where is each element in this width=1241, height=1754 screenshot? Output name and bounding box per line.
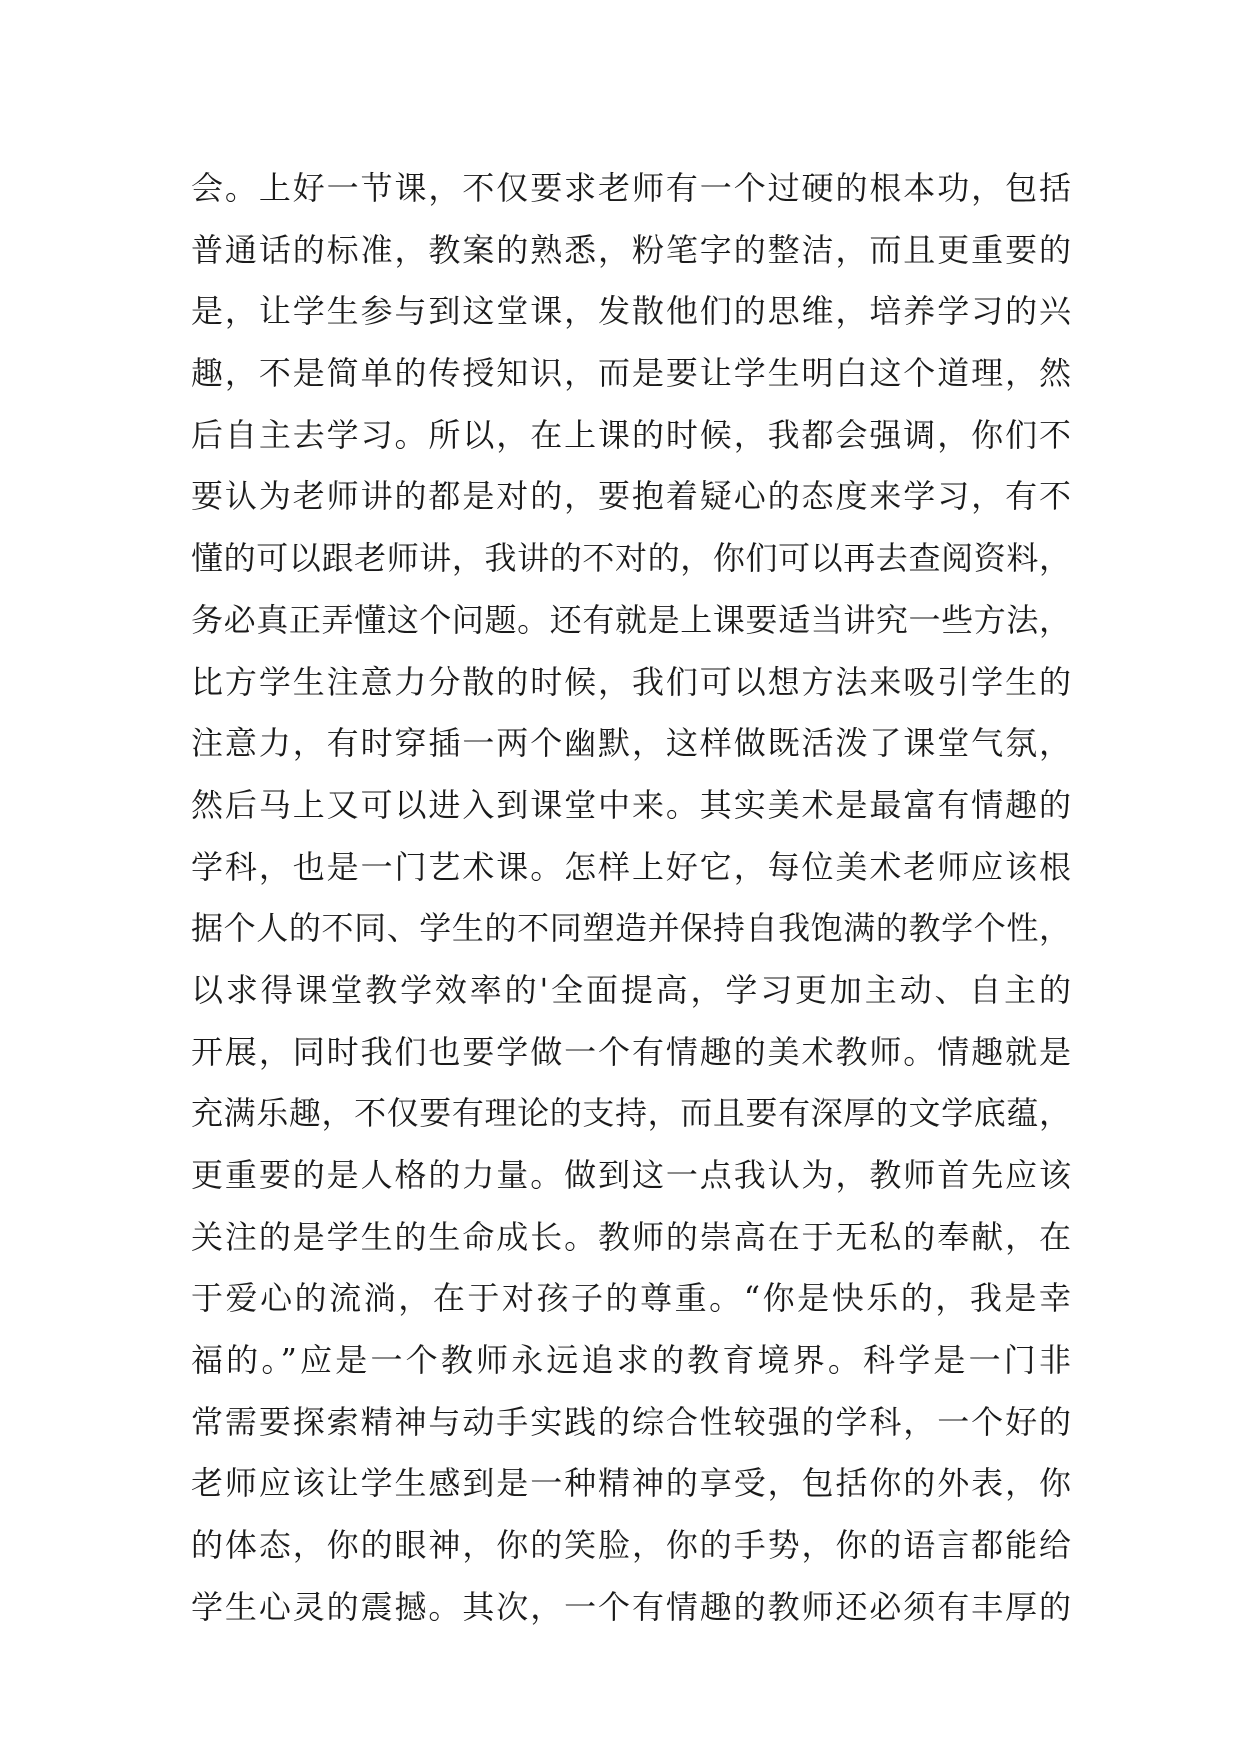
body-text (191, 158, 1071, 1639)
text-line: 是，让学生参与到这堂课，发散他们的思维，培养学习的兴 (191, 292, 1071, 331)
text-line: 常需要探索精神与动手实践的综合性较强的学科，一个好的 (191, 1402, 1071, 1441)
text-line: 更重要的是人格的力量。做到这一点我认为，教师首先应该 (191, 1156, 1071, 1194)
text-line: 普通话的标准，教案的熟悉，粉笔字的整洁，而且更重要的 (191, 230, 1071, 269)
text-line: 学生心灵的震撼。其次，一个有情趣的教师还必须有丰厚的 (191, 1587, 1071, 1626)
text-line: 据个人的不同、学生的不同塑造并保持自我饱满的教学个性， (191, 909, 1071, 948)
text-line: 关注的是学生的生命成长。教师的崇高在于无私的奉献，在 (191, 1217, 1071, 1256)
text-line: 注意力，有时穿插一两个幽默，这样做既活泼了课堂气氛， (191, 724, 1071, 763)
text-line: 懂的可以跟老师讲，我讲的不对的，你们可以再去查阅资料， (191, 539, 1071, 578)
text-line: 老师应该让学生感到是一种精神的享受，包括你的外表，你 (191, 1464, 1071, 1503)
text-line: 会。上好一节课，不仅要求老师有一个过硬的根本功，包括 (191, 169, 1071, 207)
text-line: 福的。”应是一个教师永远追求的教育境界。科学是一门非 (191, 1341, 1071, 1380)
text-line: 后自主去学习。所以，在上课的时候，我都会强调，你们不 (191, 415, 1071, 454)
text-line: 要认为老师讲的都是对的，要抱着疑心的态度来学习，有不 (191, 477, 1071, 516)
text-line: 务必真正弄懂这个问题。还有就是上课要适当讲究一些方法， (191, 600, 1071, 639)
text-line: 趣，不是简单的传授知识，而是要让学生明白这个道理，然 (191, 354, 1071, 393)
text-line: 比方学生注意力分散的时候，我们可以想方法来吸引学生的 (191, 662, 1071, 701)
text-line: 学科，也是一门艺术课。怎样上好它，每位美术老师应该根 (191, 847, 1071, 886)
text-line: 然后马上又可以进入到课堂中来。其实美术是最富有情趣的 (191, 785, 1071, 824)
text-line: 的体态，你的眼神，你的笑脸，你的手势，你的语言都能给 (191, 1526, 1071, 1565)
text-line: 于爱心的流淌，在于对孩子的尊重。“你是快乐的，我是幸 (191, 1279, 1071, 1318)
text-line: 以求得课堂教学效率的'全面提高，学习更加主动、自主的 (191, 970, 1071, 1009)
text-line: 开展，同时我们也要学做一个有情趣的美术教师。情趣就是 (191, 1032, 1071, 1071)
text-line: 充满乐趣，不仅要有理论的支持，而且要有深厚的文学底蕴， (191, 1094, 1071, 1133)
